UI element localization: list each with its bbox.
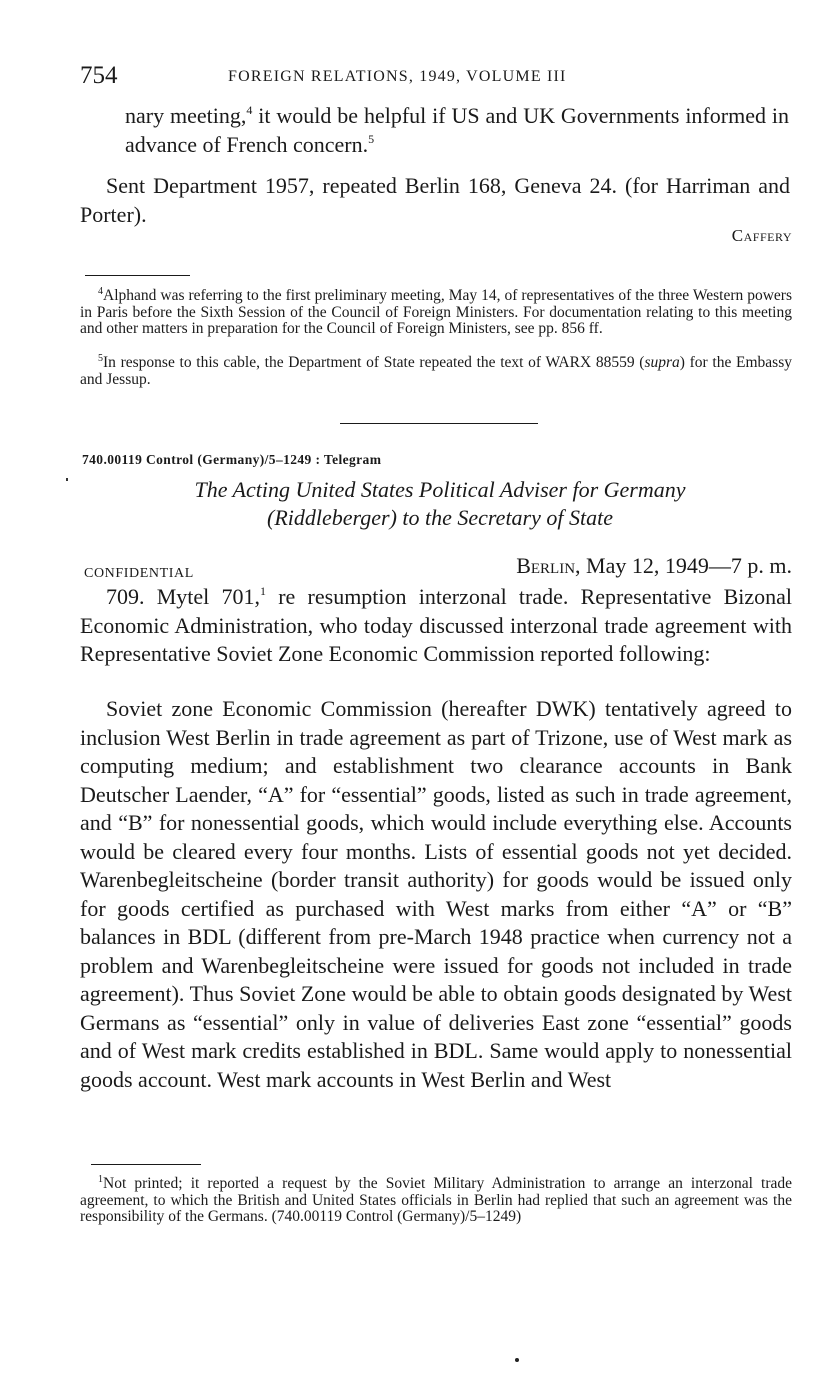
place: Berlin [516,553,576,578]
footnote-5: $^5$In response to this cable, the Department of State repeated the text of WARX 88559 (supra) for the Embassy and Jessup. [80,353,792,388]
section-divider [340,423,538,424]
footnote-4: $^4$Alphand was referring to the first preliminary meeting, May 14, of representatives of the three Western powers in Paris before the Sixth Session of the Council of Foreign Ministers. For documentation relating to this meeting and other matters in preparation for the Council of Foreign Ministers, see pp. 856 ff. [80,286,792,337]
file-reference: 740.00119 Control (Germany)/5–1249 : Telegram [82,452,382,467]
classification: CONFIDENTIAL [84,566,194,581]
page-number: 754 [80,62,118,89]
margin-mark [66,478,68,481]
continuation-paragraph: nary meeting,$^4$ it would be helpful if US and UK Governments informed in advance of French concern.$^5$ [125,103,789,157]
footnote-rule-bottom [91,1164,201,1165]
date: , May 12, 1949—7 p. m. [575,553,792,578]
footnote-ref-4: 4 [246,103,253,117]
footnote-rule-top [85,275,190,276]
footnote-ref-1: 1 [260,584,266,598]
footnote-1: $^1$Not printed; it reported a request by the Soviet Military Administration to arrange an interzonal trade agreement, to which the British and United States officials in Berlin had replied that such an agreement was the responsibility of the Germans. (740.00119 Control (Germany)/5–1249) [80,1174,792,1225]
dateline [516,553,792,579]
page-mark [515,1358,519,1362]
telegram-paragraph-1: 709. Mytel 701,$^1$ re resumption interzonal trade. Representative Bizonal Economic Administration, who today discussed interzonal trade agreement with Representative Soviet Zone Economic Commission reported following: [80,584,792,666]
running-title: FOREIGN RELATIONS, 1949, VOLUME III [228,68,567,85]
document-title: The Acting United States Political Adviser for Germany (Riddleberger) to the Secretary of State [194,477,686,530]
footnote-ref-5: 5 [368,131,375,146]
sent-line: Sent Department 1957, repeated Berlin 168, Geneva 24. (for Harriman and Porter). [80,173,790,227]
telegram-paragraph-2: Soviet zone Economic Commission (hereafter DWK) tentatively agreed to inclusion West Berlin in trade agreement as part of Trizone, use of West mark as computing medium; and establishment two clearance accounts in Bank Deutscher Laender, “A” for “essential” goods, listed as such in trade agreement, and “B” for nonessential goods, which would include everything else. Accounts would be cleared every four months. Lists of essential goods not yet decided. Warenbegleitscheine (border transit authority) for goods would be issued only for goods certified as purchased with West marks from either “A” or “B” balances in BDL (different from pre-March 1948 practice when currency not a problem and Warenbegleitscheine were issued for goods not included in trade agreement). Thus Soviet Zone would be able to obtain goods designated by West Germans as “essential” only in value of deliveries East zone “essential” goods and of West mark credits established in BDL. Same would apply to nonessential goods account. West mark accounts in West Berlin and West [80,696,792,1092]
signature: Caffery [731,226,792,245]
page-header [80,62,640,96]
